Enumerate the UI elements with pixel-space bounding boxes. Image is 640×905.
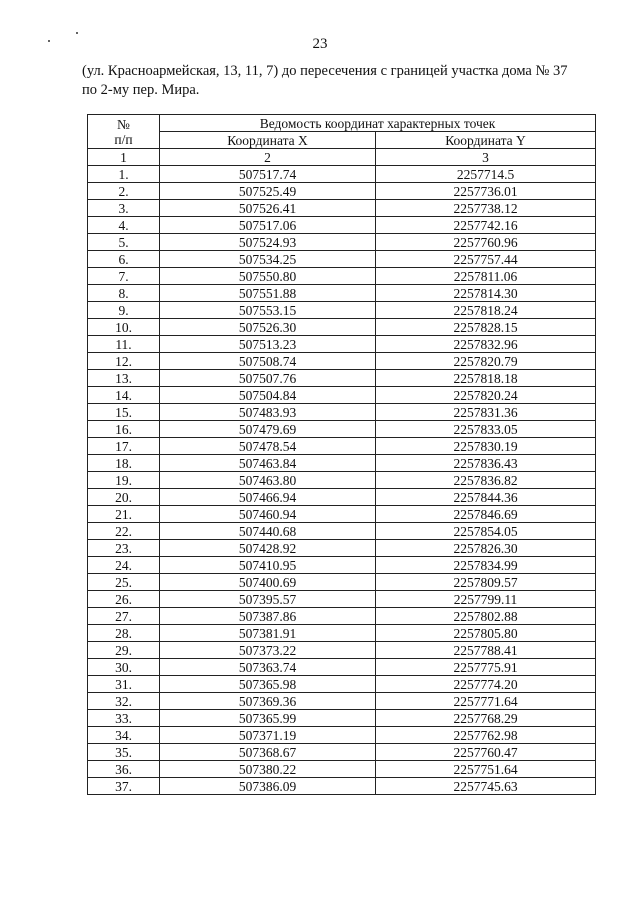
point-number-cell: 37.	[88, 778, 160, 795]
coordinate-x-cell: 507386.09	[160, 778, 376, 795]
coordinate-y-cell: 2257818.18	[376, 370, 596, 387]
coordinate-x-cell: 507463.80	[160, 472, 376, 489]
coordinate-y-cell: 2257811.06	[376, 268, 596, 285]
table-row	[88, 523, 596, 540]
point-number-cell: 15.	[88, 404, 160, 421]
point-number-cell: 22.	[88, 523, 160, 540]
coordinate-x-cell: 507387.86	[160, 608, 376, 625]
table-row	[88, 761, 596, 778]
point-number-cell: 8.	[88, 285, 160, 302]
table-row	[88, 540, 596, 557]
point-number-cell: 31.	[88, 676, 160, 693]
intro-text	[82, 62, 612, 100]
header-coordinate-x: Координата X	[160, 132, 376, 149]
table-header	[88, 115, 596, 166]
coordinate-y-cell: 2257760.47	[376, 744, 596, 761]
coordinate-y-cell: 2257828.15	[376, 319, 596, 336]
table-row	[88, 183, 596, 200]
point-number-cell: 19.	[88, 472, 160, 489]
coordinate-x-cell: 507381.91	[160, 625, 376, 642]
table-row	[88, 217, 596, 234]
coordinate-x-cell: 507551.88	[160, 285, 376, 302]
coordinate-x-cell: 507460.94	[160, 506, 376, 523]
point-number-cell: 3.	[88, 200, 160, 217]
column-number: 2	[160, 149, 376, 166]
coordinate-x-cell: 507526.30	[160, 319, 376, 336]
table-row	[88, 421, 596, 438]
coordinate-x-cell: 507440.68	[160, 523, 376, 540]
header-number-cell	[88, 115, 160, 149]
point-number-cell: 1.	[88, 166, 160, 183]
coordinate-y-cell: 2257799.11	[376, 591, 596, 608]
coordinate-y-cell: 2257775.91	[376, 659, 596, 676]
coordinate-y-cell: 2257834.99	[376, 557, 596, 574]
coordinate-x-cell: 507525.49	[160, 183, 376, 200]
table-row	[88, 285, 596, 302]
coordinate-y-cell: 2257844.36	[376, 489, 596, 506]
point-number-cell: 35.	[88, 744, 160, 761]
point-number-cell: 32.	[88, 693, 160, 710]
coordinate-y-cell: 2257771.64	[376, 693, 596, 710]
coordinate-y-cell: 2257757.44	[376, 251, 596, 268]
column-numbers-row	[88, 149, 596, 166]
coordinate-x-cell: 507534.25	[160, 251, 376, 268]
coordinate-x-cell: 507466.94	[160, 489, 376, 506]
point-number-cell: 10.	[88, 319, 160, 336]
coordinate-x-cell: 507479.69	[160, 421, 376, 438]
coordinate-x-cell: 507517.74	[160, 166, 376, 183]
point-number-cell: 16.	[88, 421, 160, 438]
point-number-cell: 25.	[88, 574, 160, 591]
table-row	[88, 234, 596, 251]
table-row	[88, 472, 596, 489]
coordinate-y-cell: 2257832.96	[376, 336, 596, 353]
coordinate-x-cell: 507428.92	[160, 540, 376, 557]
table-row	[88, 506, 596, 523]
coordinate-x-cell: 507463.84	[160, 455, 376, 472]
coordinate-y-cell: 2257774.20	[376, 676, 596, 693]
coordinate-x-cell: 507550.80	[160, 268, 376, 285]
coordinate-x-cell: 507395.57	[160, 591, 376, 608]
coordinate-x-cell: 507373.22	[160, 642, 376, 659]
coordinate-y-cell: 2257818.24	[376, 302, 596, 319]
table-row	[88, 591, 596, 608]
coordinate-x-cell: 507363.74	[160, 659, 376, 676]
point-number-cell: 34.	[88, 727, 160, 744]
table-row	[88, 200, 596, 217]
table-row	[88, 557, 596, 574]
point-number-cell: 6.	[88, 251, 160, 268]
table-row	[88, 268, 596, 285]
point-number-cell: 36.	[88, 761, 160, 778]
coordinate-y-cell: 2257831.36	[376, 404, 596, 421]
coordinate-y-cell: 2257826.30	[376, 540, 596, 557]
point-number-cell: 21.	[88, 506, 160, 523]
table-row	[88, 625, 596, 642]
table-row	[88, 778, 596, 795]
coordinate-x-cell: 507513.23	[160, 336, 376, 353]
table-row	[88, 693, 596, 710]
coordinate-x-cell: 507553.15	[160, 302, 376, 319]
point-number-cell: 23.	[88, 540, 160, 557]
coordinate-y-cell: 2257846.69	[376, 506, 596, 523]
coordinate-x-cell: 507365.98	[160, 676, 376, 693]
coordinate-x-cell: 507508.74	[160, 353, 376, 370]
point-number-cell: 30.	[88, 659, 160, 676]
coordinate-x-cell: 507524.93	[160, 234, 376, 251]
scan-speck	[76, 32, 78, 34]
coordinate-x-cell: 507400.69	[160, 574, 376, 591]
header-coordinate-y: Координата Y	[376, 132, 596, 149]
coordinate-x-cell: 507365.99	[160, 710, 376, 727]
column-number: 3	[376, 149, 596, 166]
header-number-label: п/п	[114, 131, 133, 147]
table-row	[88, 489, 596, 506]
table-row	[88, 166, 596, 183]
coordinate-x-cell: 507507.76	[160, 370, 376, 387]
table-row	[88, 455, 596, 472]
coordinate-y-cell: 2257788.41	[376, 642, 596, 659]
point-number-cell: 27.	[88, 608, 160, 625]
coordinate-x-cell: 507369.36	[160, 693, 376, 710]
point-number-cell: 29.	[88, 642, 160, 659]
coordinate-y-cell: 2257738.12	[376, 200, 596, 217]
point-number-cell: 18.	[88, 455, 160, 472]
table-row	[88, 608, 596, 625]
table-row	[88, 659, 596, 676]
header-group-title: Ведомость координат характерных точек	[160, 115, 596, 132]
point-number-cell: 26.	[88, 591, 160, 608]
point-number-cell: 28.	[88, 625, 160, 642]
coordinate-x-cell: 507410.95	[160, 557, 376, 574]
table-row	[88, 404, 596, 421]
table-row	[88, 387, 596, 404]
coordinate-x-cell: 507368.67	[160, 744, 376, 761]
header-number-symbol: №	[117, 116, 130, 132]
table-row	[88, 438, 596, 455]
coordinate-y-cell: 2257742.16	[376, 217, 596, 234]
coordinate-y-cell: 2257751.64	[376, 761, 596, 778]
coordinate-y-cell: 2257814.30	[376, 285, 596, 302]
coordinate-x-cell: 507371.19	[160, 727, 376, 744]
table-row	[88, 744, 596, 761]
table-row	[88, 574, 596, 591]
point-number-cell: 5.	[88, 234, 160, 251]
coordinate-y-cell: 2257736.01	[376, 183, 596, 200]
table-row	[88, 336, 596, 353]
point-number-cell: 24.	[88, 557, 160, 574]
point-number-cell: 4.	[88, 217, 160, 234]
table-row	[88, 727, 596, 744]
table-body	[88, 166, 596, 795]
coordinate-y-cell: 2257714.5	[376, 166, 596, 183]
point-number-cell: 33.	[88, 710, 160, 727]
coordinate-y-cell: 2257833.05	[376, 421, 596, 438]
point-number-cell: 11.	[88, 336, 160, 353]
coordinate-y-cell: 2257836.82	[376, 472, 596, 489]
coordinate-x-cell: 507483.93	[160, 404, 376, 421]
coordinate-y-cell: 2257809.57	[376, 574, 596, 591]
table-row	[88, 370, 596, 387]
point-number-cell: 12.	[88, 353, 160, 370]
point-number-cell: 17.	[88, 438, 160, 455]
intro-line: по 2-му пер. Мира.	[82, 82, 200, 98]
coordinate-y-cell: 2257820.24	[376, 387, 596, 404]
table-row	[88, 251, 596, 268]
coordinate-x-cell: 507526.41	[160, 200, 376, 217]
point-number-cell: 13.	[88, 370, 160, 387]
point-number-cell: 9.	[88, 302, 160, 319]
coordinate-y-cell: 2257805.80	[376, 625, 596, 642]
coordinate-y-cell: 2257820.79	[376, 353, 596, 370]
intro-line: (ул. Красноармейская, 13, 11, 7) до пересечения с границей участка дома № 37	[82, 63, 568, 79]
point-number-cell: 7.	[88, 268, 160, 285]
table-row	[88, 319, 596, 336]
table-row	[88, 676, 596, 693]
point-number-cell: 2.	[88, 183, 160, 200]
coordinate-y-cell: 2257760.96	[376, 234, 596, 251]
column-number: 1	[88, 149, 160, 166]
coordinate-x-cell: 507504.84	[160, 387, 376, 404]
point-number-cell: 14.	[88, 387, 160, 404]
coordinate-x-cell: 507478.54	[160, 438, 376, 455]
point-number-cell: 20.	[88, 489, 160, 506]
coordinates-table	[87, 114, 596, 795]
coordinate-x-cell: 507380.22	[160, 761, 376, 778]
coordinate-y-cell: 2257802.88	[376, 608, 596, 625]
coordinate-x-cell: 507517.06	[160, 217, 376, 234]
page-number: 23	[312, 36, 328, 52]
coordinate-y-cell: 2257768.29	[376, 710, 596, 727]
coordinate-y-cell: 2257762.98	[376, 727, 596, 744]
coordinate-y-cell: 2257836.43	[376, 455, 596, 472]
coordinate-y-cell: 2257830.19	[376, 438, 596, 455]
coordinate-y-cell: 2257745.63	[376, 778, 596, 795]
table-row	[88, 302, 596, 319]
table-row	[88, 353, 596, 370]
table-row	[88, 642, 596, 659]
coordinate-y-cell: 2257854.05	[376, 523, 596, 540]
table-row	[88, 710, 596, 727]
